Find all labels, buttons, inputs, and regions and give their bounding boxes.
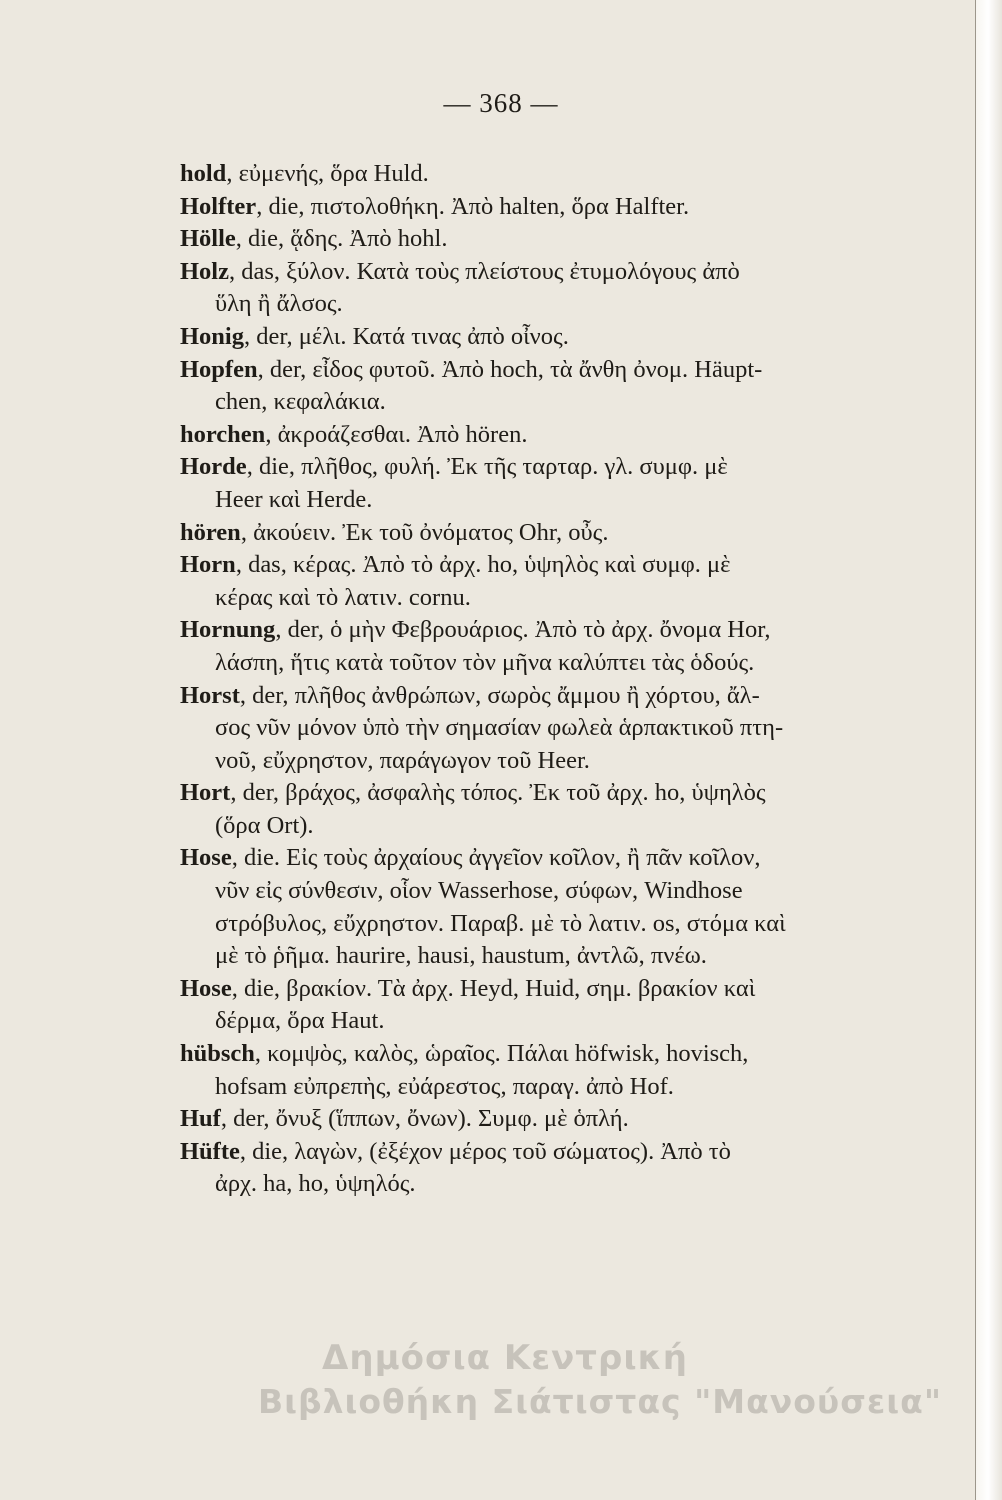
entry-first-line: hören, ἀκούειν. Ἐκ τοῦ ὀνόματος Ohr, οὖς. <box>180 518 609 546</box>
entry-continuation-line: νοῦ, εὔχρηστον, παράγωγον τοῦ Heer. <box>215 746 590 774</box>
dictionary-entry <box>180 1103 910 1136</box>
dictionary-entry <box>180 1038 910 1103</box>
entry-first-line: Hose, die. Εἰς τοὺς ἀρχαίους ἀγγεῖον κοῖλον, ἢ πᾶν κοῖλον, <box>180 844 761 872</box>
entry-continuation-line: στρόβυλος, εὔχρηστον. Παραβ. μὲ τὸ λατιν. os, στόμα καὶ <box>215 909 786 937</box>
entry-first-line: Hose, die, βρακίον. Τὰ ἀρχ. Heyd, Huid, σημ. βρακίον καὶ <box>180 974 756 1002</box>
entry-first-line: Hölle, die, ᾅδης. Ἀπὸ hohl. <box>180 225 448 253</box>
entry-continuation-line: Heer καὶ Herde. <box>215 485 373 513</box>
headword: Hüfte <box>180 1137 240 1165</box>
entry-continuation-line: (ὅρα Ort). <box>215 811 314 839</box>
entry-first-line: Hopfen, der, εἶδος φυτοῦ. Ἀπὸ hoch, τὰ ἄνθη ὀνομ. Häupt- <box>180 355 763 383</box>
entry-first-line: Honig, der, μέλι. Κατά τινας ἀπὸ οἶνος. <box>180 322 569 350</box>
dictionary-entry <box>180 777 910 842</box>
headword: Hort <box>180 779 231 807</box>
dictionary-entry <box>180 1136 910 1201</box>
page-edge <box>975 0 1002 1500</box>
headword: hören <box>180 518 241 546</box>
entry-continuation-line: ὕλη ἢ ἄλσος. <box>215 290 343 318</box>
dictionary-entry <box>180 680 910 778</box>
entry-first-line: horchen, ἀκροάζεσθαι. Ἀπὸ hören. <box>180 420 528 448</box>
headword: Horn <box>180 551 236 579</box>
entry-first-line: Horst, der, πλῆθος ἀνθρώπων, σωρὸς ἄμμου ἢ χόρτου, ἄλ- <box>180 681 760 709</box>
entry-first-line: Hornung, der, ὁ μὴν Φεβρουάριος. Ἀπὸ τὸ ἀρχ. ὄνομα Hor, <box>180 616 771 644</box>
entry-continuation-line: δέρμα, ὅρα Haut. <box>215 1007 385 1035</box>
dictionary-entry <box>180 842 910 972</box>
entry-continuation-line: νῦν εἰς σύνθεσιν, οἷον Wasserhose, σύφων, Windhose <box>215 877 743 905</box>
headword: Holfter <box>180 192 257 220</box>
entry-first-line: Holz, das, ξύλον. Κατὰ τοὺς πλείστους ἐτυμολόγους ἀπὸ <box>180 257 740 285</box>
headword: Hose <box>180 974 232 1002</box>
entry-continuation-line: hofsam εὐπρεπὴς, εὐάρεστος, παραγ. ἀπὸ Hof. <box>215 1072 674 1100</box>
dictionary-entry <box>180 614 910 679</box>
headword: hübsch <box>180 1040 255 1068</box>
dictionary-entry <box>180 354 910 419</box>
dictionary-entry <box>180 223 910 256</box>
entry-first-line: Horn, das, κέρας. Ἀπὸ τὸ ἀρχ. ho, ὑψηλὸς καὶ συμφ. μὲ <box>180 551 731 579</box>
headword: horchen <box>180 420 266 448</box>
entry-continuation-line: ἀρχ. ha, ho, ὑψηλός. <box>215 1170 416 1198</box>
entry-continuation-line: μὲ τὸ ῥῆμα. haurire, hausi, haustum, ἀντλῶ, πνέω. <box>215 942 707 970</box>
headword: Horde <box>180 453 247 481</box>
headword: Hölle <box>180 225 236 253</box>
entry-first-line: Hüfte, die, λαγὼν, (ἐξέχον μέρος τοῦ σώματος). Ἀπὸ τὸ <box>180 1137 731 1165</box>
page-number: — 368 — <box>443 88 559 118</box>
headword: Hose <box>180 844 232 872</box>
headword: Hopfen <box>180 355 258 383</box>
dictionary-entry <box>180 158 910 191</box>
dictionary-entry <box>180 973 910 1038</box>
entry-first-line: Hort, der, βράχος, ἀσφαλὴς τόπος. Ἐκ τοῦ ἀρχ. ho, ὑψηλὸς <box>180 779 766 807</box>
dictionary-entries <box>180 158 910 1201</box>
dictionary-entry <box>180 191 910 224</box>
headword: Huf <box>180 1105 221 1133</box>
dictionary-entry <box>180 517 910 550</box>
dictionary-entry <box>180 549 910 614</box>
dictionary-entry <box>180 256 910 321</box>
entry-first-line: hübsch, κομψὸς, καλὸς, ὡραῖος. Πάλαι höfwisk, hovisch, <box>180 1040 749 1068</box>
entry-first-line: Horde, die, πλῆθος, φυλή. Ἐκ τῆς ταρταρ. γλ. συμφ. μὲ <box>180 453 728 481</box>
dictionary-entry <box>180 419 910 452</box>
headword: Hornung <box>180 616 276 644</box>
entry-continuation-line: κέρας καὶ τὸ λατιν. cornu. <box>215 583 471 611</box>
entry-continuation-line: σος νῦν μόνον ὑπὸ τὴν σημασίαν φωλεὰ ἁρπακτικοῦ πτη- <box>215 714 784 742</box>
entry-continuation-line: chen, κεφαλάκια. <box>215 388 386 416</box>
headword: Honig <box>180 322 244 350</box>
entry-first-line: Holfter, die, πιστολοθήκη. Ἀπὸ halten, ὅρα Halfter. <box>180 192 690 220</box>
headword: Holz <box>180 257 229 285</box>
dictionary-entry <box>180 321 910 354</box>
entry-first-line: Huf, der, ὄνυξ (ἵππων, ὄνων). Συμφ. μὲ ὁπλή. <box>180 1105 629 1133</box>
dictionary-entry <box>180 451 910 516</box>
library-watermark-line-2: Βιβλιοθήκη Σιάτιστας "Μανούσεια" <box>257 1382 943 1421</box>
headword: hold <box>180 160 227 187</box>
entry-first-line: hold, εὐμενής, ὅρα Huld. <box>180 160 429 187</box>
headword: Horst <box>180 681 240 709</box>
entry-continuation-line: λάσπη, ἥτις κατὰ τοῦτον τὸν μῆνα καλύπτει τὰς ὁδούς. <box>215 648 755 676</box>
library-watermark-line-1: Δημόσια Κεντρική <box>322 1338 688 1378</box>
